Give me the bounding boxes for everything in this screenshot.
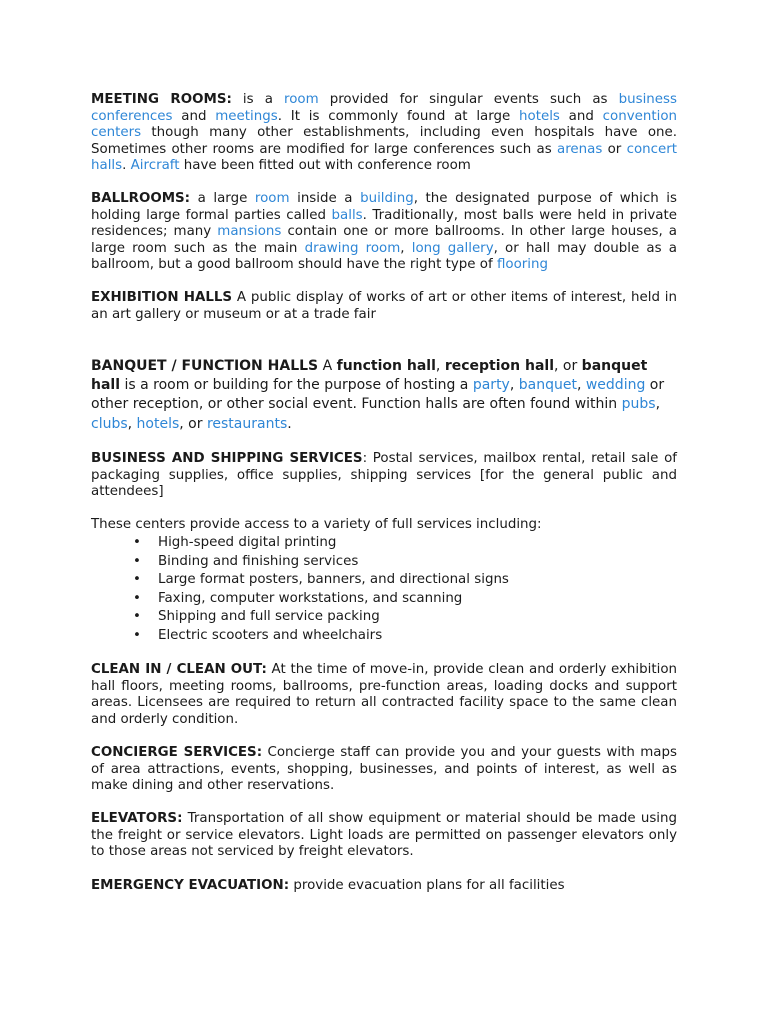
banquet-halls-heading: BANQUET / FUNCTION HALLS: [91, 358, 319, 374]
link-meetings[interactable]: meetings: [215, 108, 278, 124]
link-arenas[interactable]: arenas: [556, 141, 603, 157]
list-item: • High-speed digital printing: [91, 534, 677, 553]
link-mansions[interactable]: mansions: [217, 224, 282, 240]
link-aircraft[interactable]: Aircraft: [130, 158, 180, 174]
text-run: A: [318, 358, 337, 374]
link-concert-halls[interactable]: concert halls: [91, 141, 677, 174]
text-run: . Traditionally, most balls were held in private residences; many: [91, 207, 677, 240]
text-run: provided for singular events such as: [318, 92, 619, 107]
text-run: , or: [554, 358, 582, 374]
ballrooms-heading: BALLROOMS:: [91, 191, 191, 206]
clean-heading: CLEAN IN / CLEAN OUT:: [91, 662, 267, 677]
meeting-rooms-heading: MEETING ROOMS:: [91, 92, 232, 107]
text-run: ,: [576, 377, 586, 394]
link-drawing-room[interactable]: drawing room: [304, 240, 401, 256]
link-long-gallery[interactable]: long gallery: [411, 240, 494, 256]
link-balls[interactable]: balls: [331, 207, 363, 223]
text-run: a large: [190, 191, 255, 206]
link-business-conferences[interactable]: business conferences: [91, 92, 677, 124]
clean-paragraph: [91, 662, 677, 728]
text-run: is a room or building for the purpose of hosting a: [120, 377, 473, 394]
concierge-paragraph: [91, 745, 677, 795]
text-run: At the time of move-in, provide clean and orderly exhibition hall floors, meeting rooms, ballrooms, pre-function areas, loading docks and support areas. Licensees are required to return all contracted facility space to the same clean and orderly condition.: [91, 662, 677, 727]
text-run: inside a: [289, 191, 361, 206]
elevators-heading: ELEVATORS:: [91, 811, 183, 826]
link-room[interactable]: room: [283, 92, 319, 107]
text-run: ,: [127, 415, 137, 432]
link-wedding[interactable]: wedding: [585, 377, 646, 394]
text-run: ,: [400, 240, 412, 256]
term-reception-hall: reception hall: [444, 358, 554, 374]
text-run: .: [122, 158, 131, 174]
services-list: [91, 534, 677, 646]
exhibition-halls-heading: EXHIBITION HALLS: [91, 290, 233, 305]
business-shipping-paragraph: [91, 451, 677, 501]
text-run: and: [559, 108, 603, 124]
list-item: • Faxing, computer workstations, and scanning: [91, 590, 677, 609]
business-shipping-heading: BUSINESS AND SHIPPING SERVICES: [91, 451, 363, 466]
text-run: ,: [435, 358, 445, 374]
text-run: and: [172, 108, 216, 124]
text-run: , the designated purpose of which is holding large formal parties called: [91, 191, 677, 223]
text-run: or other reception, or other social event. Function halls are often found within: [91, 377, 665, 413]
link-room[interactable]: room: [254, 191, 290, 206]
link-hotels[interactable]: hotels: [136, 415, 180, 432]
link-restaurants[interactable]: restaurants: [206, 415, 288, 432]
centers-intro: These centers provide access to a variety of full services including:: [91, 517, 542, 532]
link-party[interactable]: party: [472, 377, 510, 394]
link-hotels[interactable]: hotels: [519, 108, 560, 124]
link-banquet[interactable]: banquet: [518, 377, 577, 394]
list-item: • Large format posters, banners, and directional signs: [91, 571, 677, 590]
text-run: ,: [509, 377, 519, 394]
term-function-hall: function hall: [336, 358, 436, 374]
link-convention-centers[interactable]: convention centers: [91, 108, 677, 141]
text-run: . It is commonly found at large: [277, 108, 520, 124]
text-run: Transportation of all show equipment or material should be made using the freight or service elevators. Light loads are permitted on passenger elevators only to those areas not serviced by freight elevators.: [91, 811, 677, 860]
exhibition-halls-paragraph: [91, 290, 677, 323]
link-pubs[interactable]: pubs: [621, 396, 656, 413]
emergency-heading: EMERGENCY EVACUATION:: [91, 878, 290, 893]
elevators-paragraph: [91, 811, 677, 861]
text-run: though many other establishments, including even hospitals have one. Sometimes other rooms are modified for large conferences such as: [91, 125, 677, 157]
concierge-heading: CONCIERGE SERVICES:: [91, 745, 263, 760]
text-run: , or hall may double as a ballroom, but a good ballroom should have the right type of: [91, 240, 677, 273]
list-item: • Shipping and full service packing: [91, 608, 677, 627]
text-run: Concierge staff can provide you and your guests with maps of area attractions, events, shopping, businesses, and points of interest, as well as make dining and other reservations.: [91, 745, 677, 794]
term-banquet-hall: banquet hall: [91, 358, 648, 394]
text-run: or: [602, 141, 627, 157]
text-run: have been fitted out with conference room: [179, 158, 471, 174]
banquet-halls-paragraph: [91, 357, 677, 434]
link-flooring[interactable]: flooring: [496, 257, 549, 273]
list-item: • Electric scooters and wheelchairs: [91, 627, 677, 646]
link-building[interactable]: building: [360, 191, 414, 206]
text-run: .: [287, 415, 292, 432]
text-run: A public display of works of art or other items of interest, held in an art gallery or museum or at a trade fair: [91, 290, 677, 322]
link-clubs[interactable]: clubs: [91, 415, 128, 432]
text-run: , or: [179, 415, 207, 432]
text-run: is a: [231, 92, 284, 107]
text-run: contain one or more ballrooms. In other large houses, a large room such as the main: [91, 224, 677, 256]
emergency-paragraph: [91, 878, 677, 895]
text-run: : Postal services, mailbox rental, retail sale of packaging supplies, office supplies, shipping services [for the general public and attendees]: [91, 451, 677, 500]
list-item: • Binding and finishing services: [91, 553, 677, 572]
ballrooms-paragraph: [91, 191, 677, 274]
text-run: provide evacuation plans for all facilities: [289, 878, 565, 893]
meeting-rooms-paragraph: [91, 92, 677, 175]
text-run: ,: [655, 396, 661, 413]
